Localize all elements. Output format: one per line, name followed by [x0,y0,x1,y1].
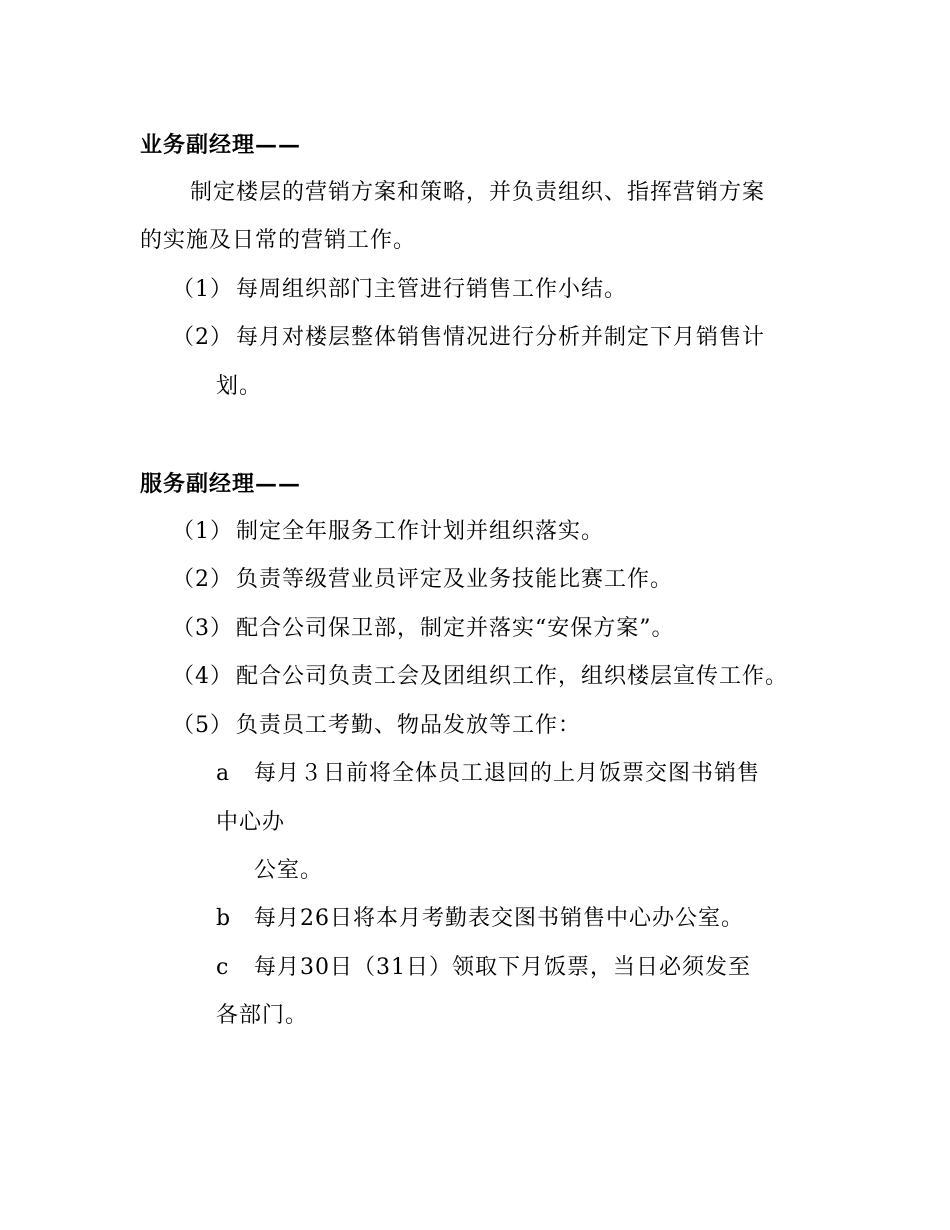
list-item-text: 负责等级营业员评定及业务技能比赛工作。 [236,567,674,592]
sub-item-continuation: 公室。 [254,858,324,883]
list-item [172,614,675,644]
list-item-number: （2） [172,325,233,350]
paragraph-line: 制定楼层的营销方案和策略，并负责组织、指挥营销方案 [190,180,766,205]
sub-list-item [216,953,751,983]
list-item-text: 配合公司负责工会及团组织工作，组织楼层宣传工作。 [236,664,789,689]
list-item-text: 每周组织部门主管进行销售工作小结。 [236,277,628,302]
list-item [172,275,627,305]
list-item-number: （5） [172,713,233,738]
list-item-number: （3） [172,616,233,641]
sub-item-continuation: 各部门。 [216,1003,309,1028]
paragraph-line: 的实施及日常的营销工作。 [140,228,417,253]
list-item [172,711,581,741]
sub-item-continuation: 中心办 [216,810,286,835]
list-item-number: （4） [172,664,233,689]
list-item-number: （1） [172,519,233,544]
sub-item-letter: a [216,761,231,786]
list-item-text: 制定全年服务工作计划并组织落实。 [236,519,605,544]
sub-list-item [216,759,760,789]
sub-item-letter: b [216,906,232,931]
sub-item-letter: c [216,955,230,980]
list-item [172,323,765,353]
list-item [172,662,788,692]
list-item-text: 配合公司保卫部，制定并落实“安保方案”。 [236,616,675,641]
sub-list-item [216,904,744,934]
section-heading-business: 业务副经理—— [140,132,302,158]
sub-item-text: 每月30日（31日）领取下月饭票，当日必须发至 [254,955,751,980]
list-item-number: （1） [172,277,233,302]
list-item [172,517,604,547]
sub-item-text: 每月26日将本月考勤表交图书销售中心办公室。 [254,906,744,931]
list-item-text: 每月对楼层整体销售情况进行分析并制定下月销售计 [236,325,766,350]
list-item [172,565,673,595]
list-item-number: （2） [172,567,233,592]
list-item-text: 负责员工考勤、物品发放等工作： [236,713,582,738]
list-item-continuation: 划。 [216,374,263,399]
sub-item-text: 每月３日前将全体员工退回的上月饭票交图书销售 [254,761,761,786]
section-heading-service: 服务副经理—— [140,471,302,497]
